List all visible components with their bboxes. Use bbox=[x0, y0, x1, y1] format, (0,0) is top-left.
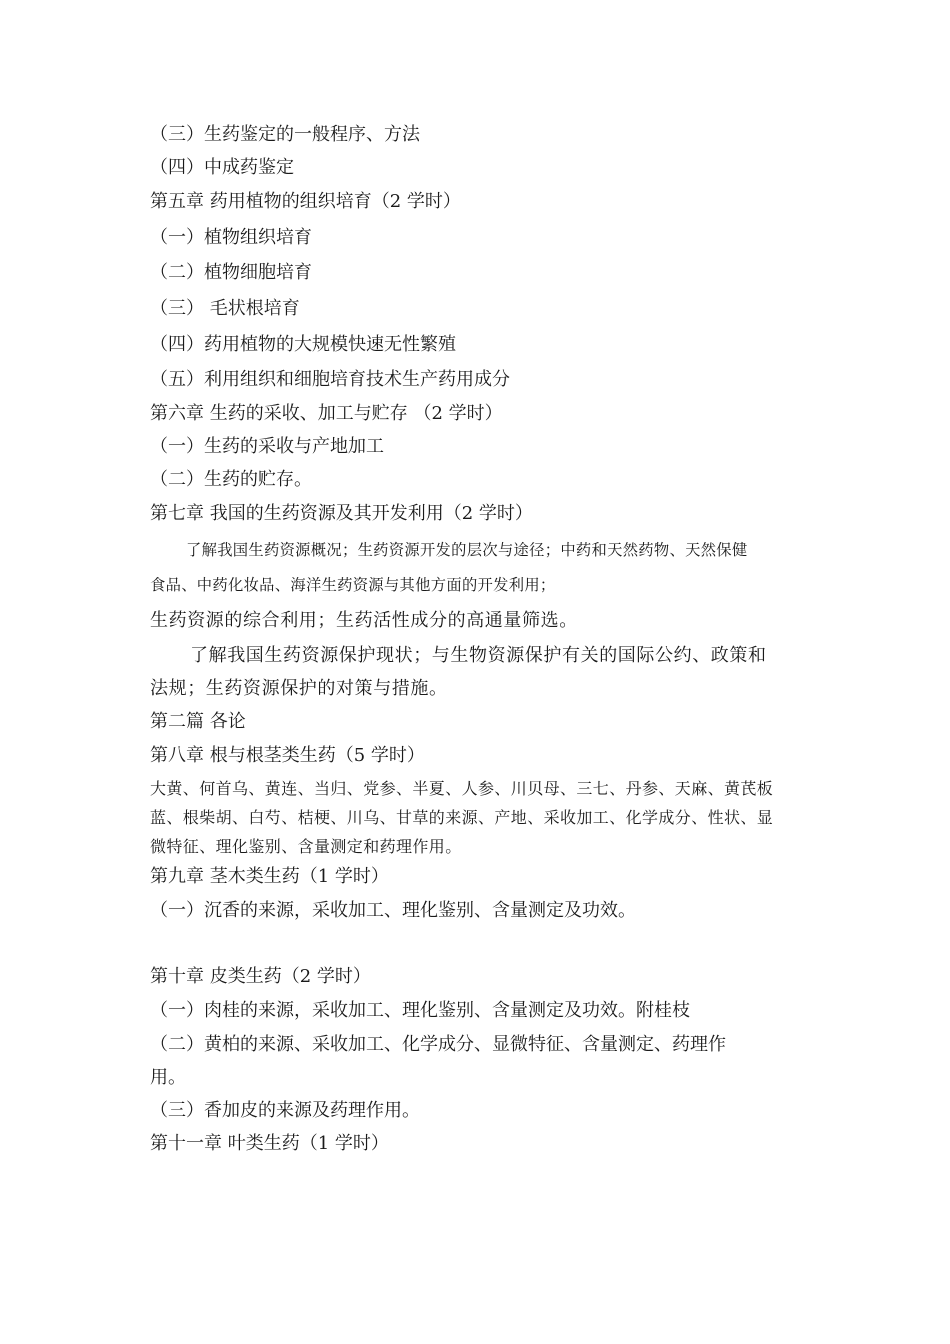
paragraph-line: 食品、中药化妆品、海洋生药资源与其他方面的开发利用； bbox=[150, 576, 556, 594]
text-line: （一）肉桂的来源，采收加工、理化鉴别、含量测定及功效。附桂枝 bbox=[150, 1000, 690, 1021]
text-line: （一）植物组织培育 bbox=[150, 227, 312, 248]
chapter-heading: 第十一章 叶类生药（1 学时） bbox=[150, 1133, 389, 1154]
chapter-heading: 第九章 茎木类生药（1 学时） bbox=[150, 866, 389, 887]
text-line: （四）中成药鉴定 bbox=[150, 157, 294, 178]
paragraph-line: 了解我国生药资源概况；生药资源开发的层次与途径；中药和天然药物、天然保健 bbox=[186, 541, 748, 559]
chapter-heading: 第八章 根与根茎类生药（5 学时） bbox=[150, 745, 425, 766]
text-line: （二）黄柏的来源、采收加工、化学成分、显微特征、含量测定、药理作 bbox=[150, 1034, 726, 1055]
text-line: （三）生药鉴定的一般程序、方法 bbox=[150, 124, 420, 145]
text-line: （二）植物细胞培育 bbox=[150, 262, 312, 283]
chapter-heading: 第十章 皮类生药（2 学时） bbox=[150, 966, 371, 987]
part-heading: 第二篇 各论 bbox=[150, 711, 246, 732]
text-line: （一）生药的采收与产地加工 bbox=[150, 436, 384, 457]
text-line: （五）利用组织和细胞培育技术生产药用成分 bbox=[150, 369, 510, 390]
text-line: （三） 毛状根培育 bbox=[150, 298, 300, 319]
text-line: （三）香加皮的来源及药理作用。 bbox=[150, 1100, 420, 1121]
paragraph-line: 微特征、理化鉴别、含量测定和药理作用。 bbox=[150, 837, 462, 856]
chapter-heading: 第六章 生药的采收、加工与贮存 （2 学时） bbox=[150, 403, 503, 424]
paragraph-line: 了解我国生药资源保护现状；与生物资源保护有关的国际公约、政策和 bbox=[190, 645, 767, 666]
paragraph-line: 生药资源的综合利用；生药活性成分的高通量筛选。 bbox=[150, 610, 578, 631]
text-line: 用。 bbox=[150, 1067, 186, 1088]
text-line: （二）生药的贮存。 bbox=[150, 469, 312, 490]
text-line: （一）沉香的来源，采收加工、理化鉴别、含量测定及功效。 bbox=[150, 900, 636, 921]
paragraph-line: 法规；生药资源保护的对策与措施。 bbox=[150, 678, 448, 699]
paragraph-line: 大黄、何首乌、黄连、当归、党参、半夏、人参、川贝母、三七、丹参、天麻、黄芪板 bbox=[150, 779, 774, 798]
text-line: （四）药用植物的大规模快速无性繁殖 bbox=[150, 334, 456, 355]
paragraph-line: 蓝、根柴胡、白芍、桔梗、川乌、甘草的来源、产地、采收加工、化学成分、性状、显 bbox=[150, 808, 774, 827]
chapter-heading: 第七章 我国的生药资源及其开发利用（2 学时） bbox=[150, 503, 533, 524]
chapter-heading: 第五章 药用植物的组织培育（2 学时） bbox=[150, 191, 461, 212]
